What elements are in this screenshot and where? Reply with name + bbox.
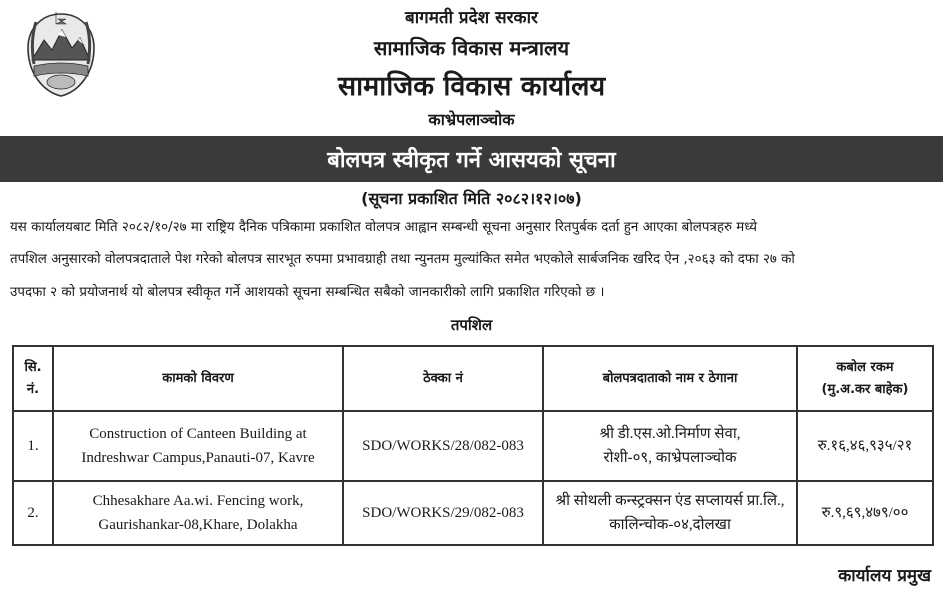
header-ministry: सामाजिक विकास मन्त्रालय xyxy=(373,36,570,60)
header-amount: कबोल रकम (मु.अ.कर बाहेक) xyxy=(797,346,933,411)
body-paragraph-line: यस कार्यालयबाट मिति २०८२/१०/२७ मा राष्ट्रिय दैनिक पत्रिकामा प्रकाशित वोलपत्र आह्वान सम्बन्धी सूचना अनुसार रितपुर्बक दर्ता हुन आएका बोलपत्रहरु मध्ये xyxy=(10,220,758,235)
publication-date: (सूचना प्रकाशित मिति २०८२।१२।०७) xyxy=(361,189,582,208)
bid-table xyxy=(12,345,934,546)
table-row xyxy=(13,481,933,545)
header-location: काभ्रेपलाञ्चोक xyxy=(428,110,515,129)
row-description: Construction of Canteen Building at Indreshwar Campus,Panauti-07, Kavre xyxy=(53,411,343,481)
table-header-row xyxy=(13,346,933,411)
row-serial: 2. xyxy=(13,481,53,545)
notice-title: बोलपत्र स्वीकृत गर्ने आसयको सूचना xyxy=(327,148,616,173)
row-bidder: श्री डी.एस.ओ.निर्माण सेवा, रोशी-०९, काभ्रेपलाञ्चोक xyxy=(543,411,797,481)
header-office: सामाजिक विकास कार्यालय xyxy=(337,71,606,102)
row-amount: रु.९,६९,४७९/०० xyxy=(797,481,933,545)
row-amount: रु.१६,४६,९३५/२१ xyxy=(797,411,933,481)
signature-office-chief: कार्यालय प्रमुख xyxy=(838,566,931,586)
notice-banner xyxy=(0,136,943,182)
row-description: Chhesakhare Aa.wi. Fencing work, Gaurishankar-08,Khare, Dolakha xyxy=(53,481,343,545)
row-bidder: श्री सोथली कन्स्ट्रक्सन एंड सप्लायर्स प्रा.लि., कालिन्चोक-०४,दोलखा xyxy=(543,481,797,545)
header-bidder: बोलपत्रदाताको नाम र ठेगाना xyxy=(543,346,797,411)
header-serial: सि. नं. xyxy=(13,346,53,411)
table-label: तपशिल xyxy=(450,316,493,334)
body-paragraph-line: तपशिल अनुसारको वोलपत्रदाताले पेश गरेको बोलपत्र सारभूत रुपमा प्रभावग्राही तथा न्युनतम मुल्यांकित समेत भएकोले सार्बजनिक खरिद ऐन ,२०६३ को दफा २७ को xyxy=(10,252,795,267)
header-description: कामको विवरण xyxy=(53,346,343,411)
row-contract-no: SDO/WORKS/28/082-083 xyxy=(343,411,543,481)
header-government: बागमती प्रदेश सरकार xyxy=(405,8,538,28)
body-paragraph-line: उपदफा २ को प्रयोजनार्थ यो बोलपत्र स्वीकृत गर्ने आशयको सूचना सम्बन्धित सबैको जानकारीको लागि प्रकाशित गरिएको छ । xyxy=(10,285,605,300)
row-contract-no: SDO/WORKS/29/082-083 xyxy=(343,481,543,545)
table-row xyxy=(13,411,933,481)
header-contract-no: ठेक्का नं xyxy=(343,346,543,411)
row-serial: 1. xyxy=(13,411,53,481)
